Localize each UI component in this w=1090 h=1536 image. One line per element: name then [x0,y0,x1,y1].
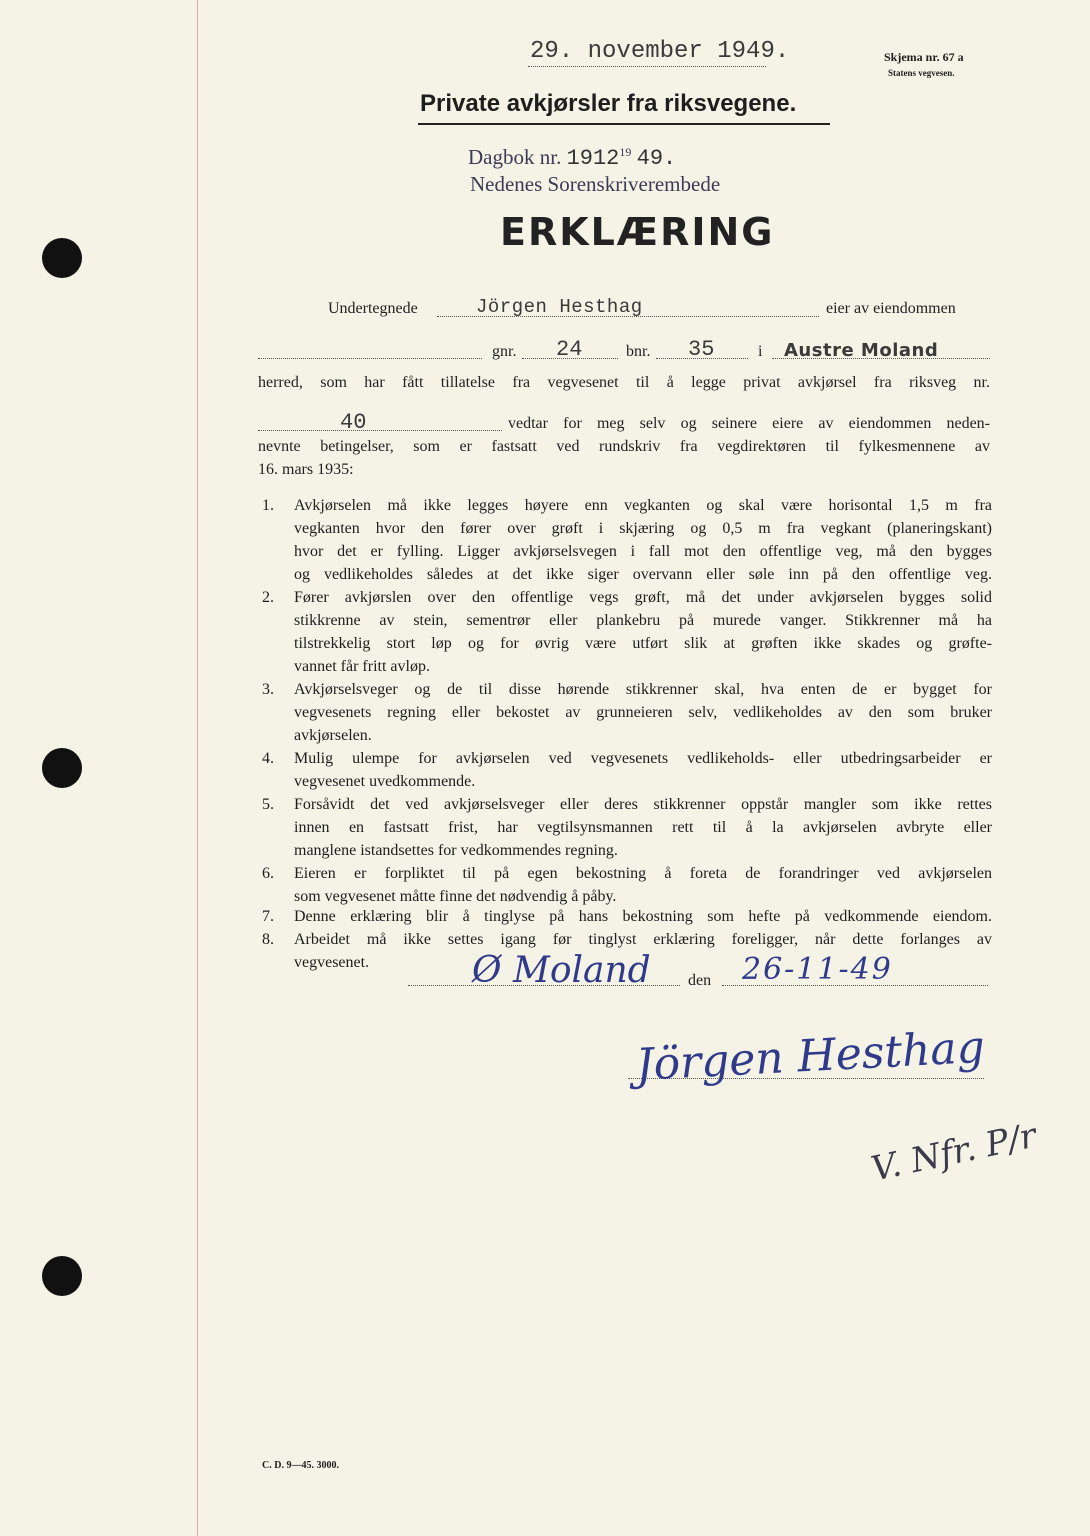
condition-text [294,678,992,747]
condition-text [294,747,992,793]
condition-line: Mulig ulempe for avkjørselen ved vegvesenets vedlikeholds- eller utbedringsarbeider er [294,750,992,767]
condition-item [262,862,992,908]
i-label: i [758,343,763,360]
condition-line: og vedlikeholdes således at det ikke siger overvann eller søle inn på den offentlige veg. [294,566,992,583]
schema-issuer: Statens vegvesen. [888,68,955,78]
place-value: Austre Moland [784,340,939,361]
condition-number: 8. [262,931,274,948]
nevnte-text: nevnte betingelser, som er fastsatt ved rundskriv fra vegdirektøren til fylkesmennene av [258,438,990,455]
condition-number: 4. [262,750,274,767]
gnr-label: gnr. [492,343,517,360]
handwritten-date: 26-11-49 [742,952,893,987]
condition-item [262,494,992,586]
condition-line: Forsåvidt det ved avkjørselsveger eller deres stikkrenner oppstår mangler som ikke rettes [294,796,992,813]
heading-underline [418,123,830,125]
bnr-label: bnr. [626,343,651,360]
eier-label: eier av eiendommen [826,300,956,317]
condition-line: Denne erklæring blir å tinglyse på hans bekostning som hefte på vedkommende eiendom. [294,908,992,925]
condition-item [262,905,992,928]
condition-number: 2. [262,589,274,606]
condition-line: Avkjørselsveger og de til disse hørende stikkrenner skal, hva enten de er bygget for [294,681,992,698]
condition-line: manglene istandsettes for vedkommendes regning. [294,842,618,859]
condition-item [262,678,992,747]
condition-line: vannet får fritt avløp. [294,658,430,675]
condition-number: 3. [262,681,274,698]
mars-text: 16. mars 1935: [258,461,354,478]
pre-gnr-line [258,358,482,359]
condition-text [294,862,992,908]
schema-number: Skjema nr. 67 a [884,50,964,64]
punch-hole [42,1256,82,1296]
condition-text [294,494,992,586]
condition-text [294,586,992,678]
condition-line: hvor det er fylling. Ligger avkjørselsvegen i fall mot den offentlige veg, må den bygges [294,543,992,560]
office-stamp: Nedenes Sorenskriverembede [470,172,721,196]
den-label: den [688,972,712,989]
dagbok-label: Dagbok nr. [468,145,562,169]
riksveg-line [258,430,502,431]
condition-line: vegkanten hvor den fører over grøft i skjæring og 0,5 m fra vegkant (planeringskant) [294,520,992,537]
typed-date: 29. november 1949. [530,38,790,65]
punch-hole [42,748,82,788]
handwritten-place: Ø Moland [472,950,651,991]
date-underline [528,66,766,67]
condition-text [294,793,992,862]
dagbok-stamp [468,145,676,171]
vedtar-text: vedtar for meg selv og seinere eiere av eiendommen neden- [508,415,990,432]
condition-line: Eieren er forpliktet til på egen bekostning å foreta de forandringer ved avkjørselen [294,865,992,882]
condition-text [294,905,992,928]
condition-line: innen en fastsatt frist, har vegtilsynsmannen rett til å la avkjørselen avbryte eller [294,819,992,836]
condition-line: vegvesenet uvedkommende. [294,773,476,790]
gnr-value: 24 [556,337,583,362]
condition-line: stikkrenne av stein, sementrør eller plankebru på murede vanger. Stikkrenner må ha [294,612,992,629]
margin-rule [197,0,198,1536]
condition-line: vegvesenet. [294,954,370,971]
bnr-value: 35 [688,337,715,362]
condition-line: Arbeidet må ikke settes igang før tinglyst erklæring foreligger, når dette forlanges av [294,931,992,948]
condition-line: Avkjørselen må ikke legges høyere enn vegkanten og skal være horisontal 1,5 m fra [294,497,992,514]
document-title: ERKLÆRING [500,210,775,254]
print-code: C. D. 9—45. 3000. [262,1460,339,1471]
condition-number: 5. [262,796,274,813]
condition-number: 7. [262,908,274,925]
handwritten-signature: Jörgen Hesthag [634,1021,986,1091]
handwritten-initials: V. Nfr. P/r [867,1115,1040,1190]
herred-text: herred, som har fått tillatelse fra vegvesenet til å legge privat avkjørsel fra riksveg nr. [258,374,990,391]
dagbok-year-small: 19 [619,145,632,159]
form-heading: Private avkjørsler fra riksvegene. [420,90,797,117]
riksveg-value: 40 [340,410,367,435]
condition-line: vegvesenets regning eller bekostet av grunneieren selv, vedlikeholdes av den som bruker [294,704,992,721]
condition-line: som vegvesenet måtte finne det nødvendig å påby. [294,888,617,905]
dagbok-year: 49. [636,146,677,171]
condition-line: tilstrekkelig stort løp og for øvrig være utført slik at grøften ikke skades og grøfte- [294,635,992,652]
condition-item [262,747,992,793]
condition-line: Fører avkjørslen over den offentlige vegs grøft, må det under avkjørselen bygges solid [294,589,992,606]
undertegnede-value: Jörgen Hesthag [476,296,643,318]
condition-line: avkjørselen. [294,727,372,744]
condition-number: 6. [262,865,274,882]
dagbok-number: 1912 [566,146,620,171]
punch-hole [42,238,82,278]
undertegnede-label: Undertegnede [328,300,418,317]
condition-item [262,586,992,678]
condition-number: 1. [262,497,274,514]
condition-item [262,793,992,862]
